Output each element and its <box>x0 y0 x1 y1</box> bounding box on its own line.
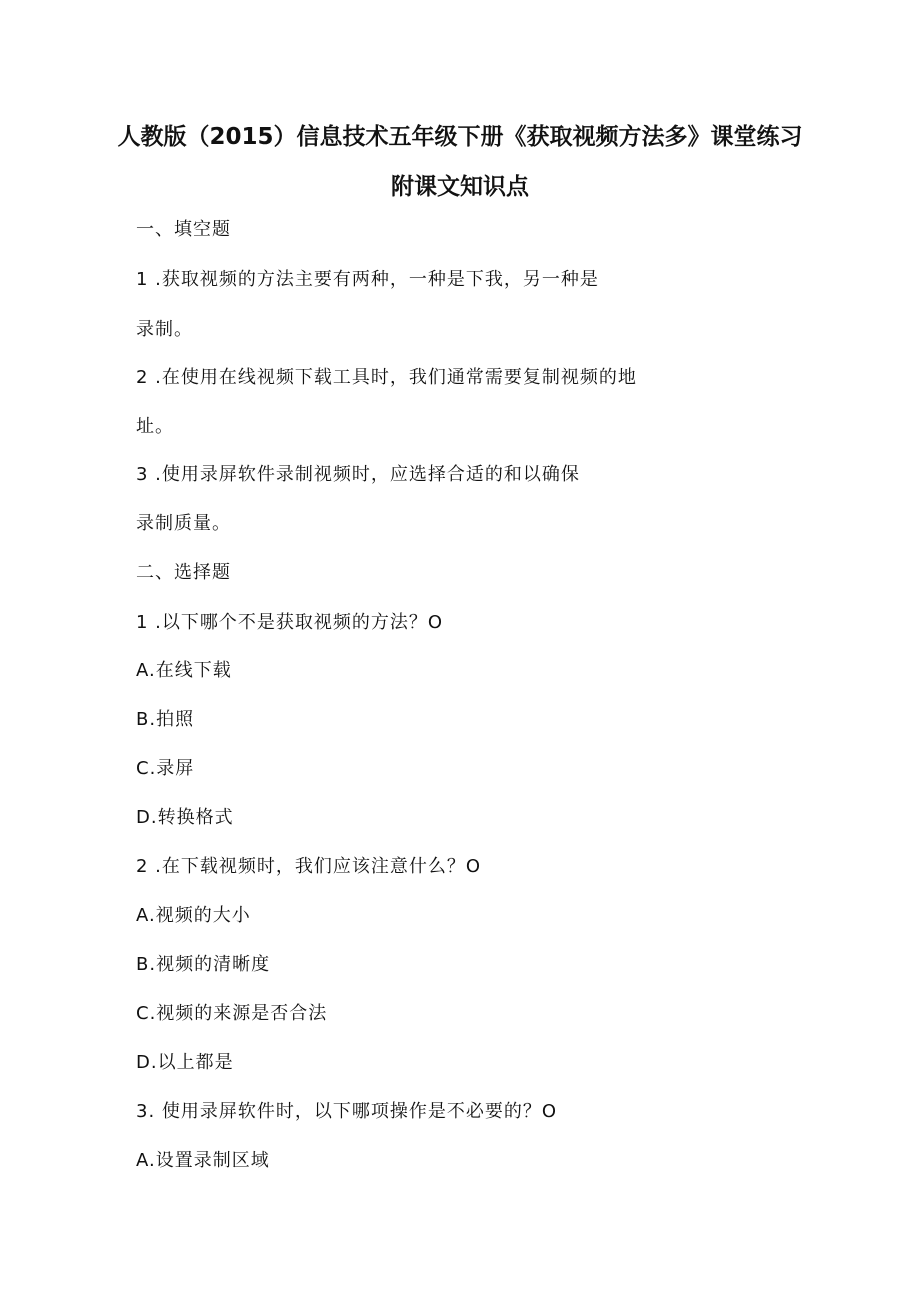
section-heading-fill-in: 一、填空题 <box>136 219 231 240</box>
choice-1-option-c: C.录屏 <box>136 758 195 779</box>
document-title: 人教版（2015）信息技术五年级下册《获取视频方法多》课堂练习 <box>117 124 803 150</box>
fill-question-1: 1 .获取视频的方法主要有两种，一种是下我，另一种是 <box>136 269 599 290</box>
fill-question-1-continuation: 录制。 <box>136 319 193 340</box>
fill-question-3-continuation: 录制质量。 <box>136 513 231 534</box>
choice-2-option-c: C.视频的来源是否合法 <box>136 1003 328 1024</box>
section-heading-multiple-choice: 二、选择题 <box>136 562 231 583</box>
choice-question-3: 3. 使用录屏软件时，以下哪项操作是不必要的？O <box>136 1101 558 1122</box>
choice-question-1: 1 .以下哪个不是获取视频的方法？O <box>136 612 444 633</box>
choice-2-option-d: D.以上都是 <box>136 1052 234 1073</box>
choice-3-option-a: A.设置录制区域 <box>136 1150 270 1171</box>
choice-1-option-b: B.拍照 <box>136 709 195 730</box>
fill-question-2-continuation: 址。 <box>136 416 174 437</box>
document-subtitle: 附课文知识点 <box>391 174 529 200</box>
choice-2-option-a: A.视频的大小 <box>136 905 251 926</box>
choice-question-2: 2 .在下载视频时，我们应该注意什么？O <box>136 856 482 877</box>
fill-question-3: 3 .使用录屏软件录制视频时，应选择合适的和以确保 <box>136 464 580 485</box>
fill-question-2: 2 .在使用在线视频下载工具时，我们通常需要复制视频的地 <box>136 367 637 388</box>
choice-1-option-d: D.转换格式 <box>136 807 234 828</box>
choice-2-option-b: B.视频的清晰度 <box>136 954 271 975</box>
choice-1-option-a: A.在线下载 <box>136 660 232 681</box>
